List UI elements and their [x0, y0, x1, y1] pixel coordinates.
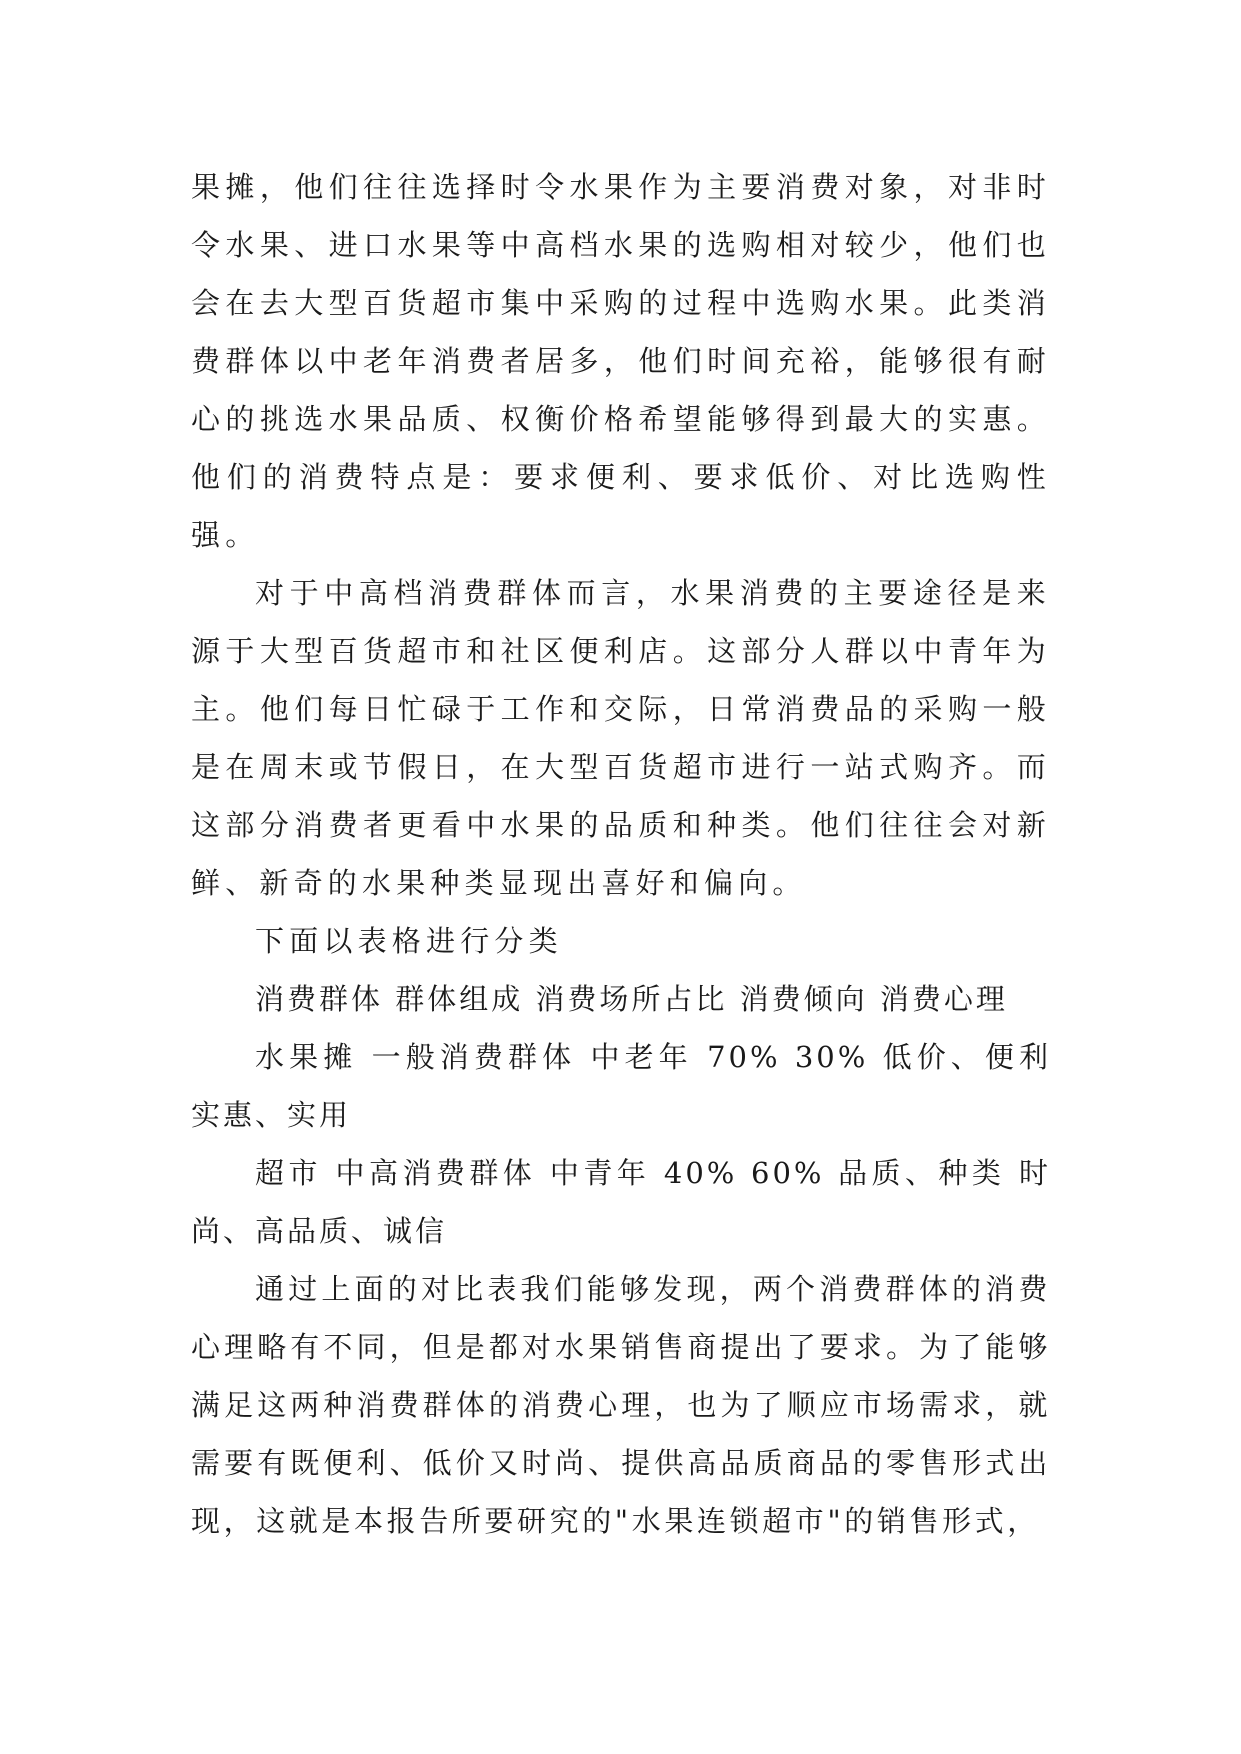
paragraph-high-end-consumers: 对于中高档消费群体而言，水果消费的主要途径是来源于大型百货超市和社区便利店。这部分人群以中青年为主。他们每日忙碌于工作和交际，日常消费品的采购一般是在周末或节假日，在大型百货超市进行一站式购齐。而这部分消费者更看中水果的品质和种类。他们往往会对新鲜、新奇的水果种类显现出喜好和偏向。 [191, 576, 1051, 900]
paragraph-table-intro: 下面以表格进行分类 [255, 924, 563, 958]
document-body [191, 158, 1051, 1550]
table-header-row: 消费群体 群体组成 消费场所占比 消费倾向 消费心理 [255, 982, 1008, 1016]
table-row-supermarket: 超市 中高消费群体 中青年 40% 60% 品质、种类 时尚、高品质、诚信 [191, 1156, 1051, 1248]
paragraph-consumer-traits: 果摊，他们往往选择时令水果作为主要消费对象，对非时令水果、进口水果等中高档水果的选购相对较少，他们也会在去大型百货超市集中采购的过程中选购水果。此类消费群体以中老年消费者居多，他们时间充裕，能够很有耐心的挑选水果品质、权衡价格希望能够得到最大的实惠。他们的消费特点是：要求便利、要求低价、对比选购性强。 [191, 170, 1051, 552]
table-row-fruit-stall: 水果摊 一般消费群体 中老年 70% 30% 低价、便利 实惠、实用 [191, 1040, 1051, 1132]
paragraph-conclusion: 通过上面的对比表我们能够发现，两个消费群体的消费心理略有不同，但是都对水果销售商提出了要求。为了能够满足这两种消费群体的消费心理，也为了顺应市场需求，就需要有既便利、低价又时尚、提供高品质商品的零售形式出现，这就是本报告所要研究的"水果连锁超市"的销售形式， [191, 1272, 1051, 1538]
